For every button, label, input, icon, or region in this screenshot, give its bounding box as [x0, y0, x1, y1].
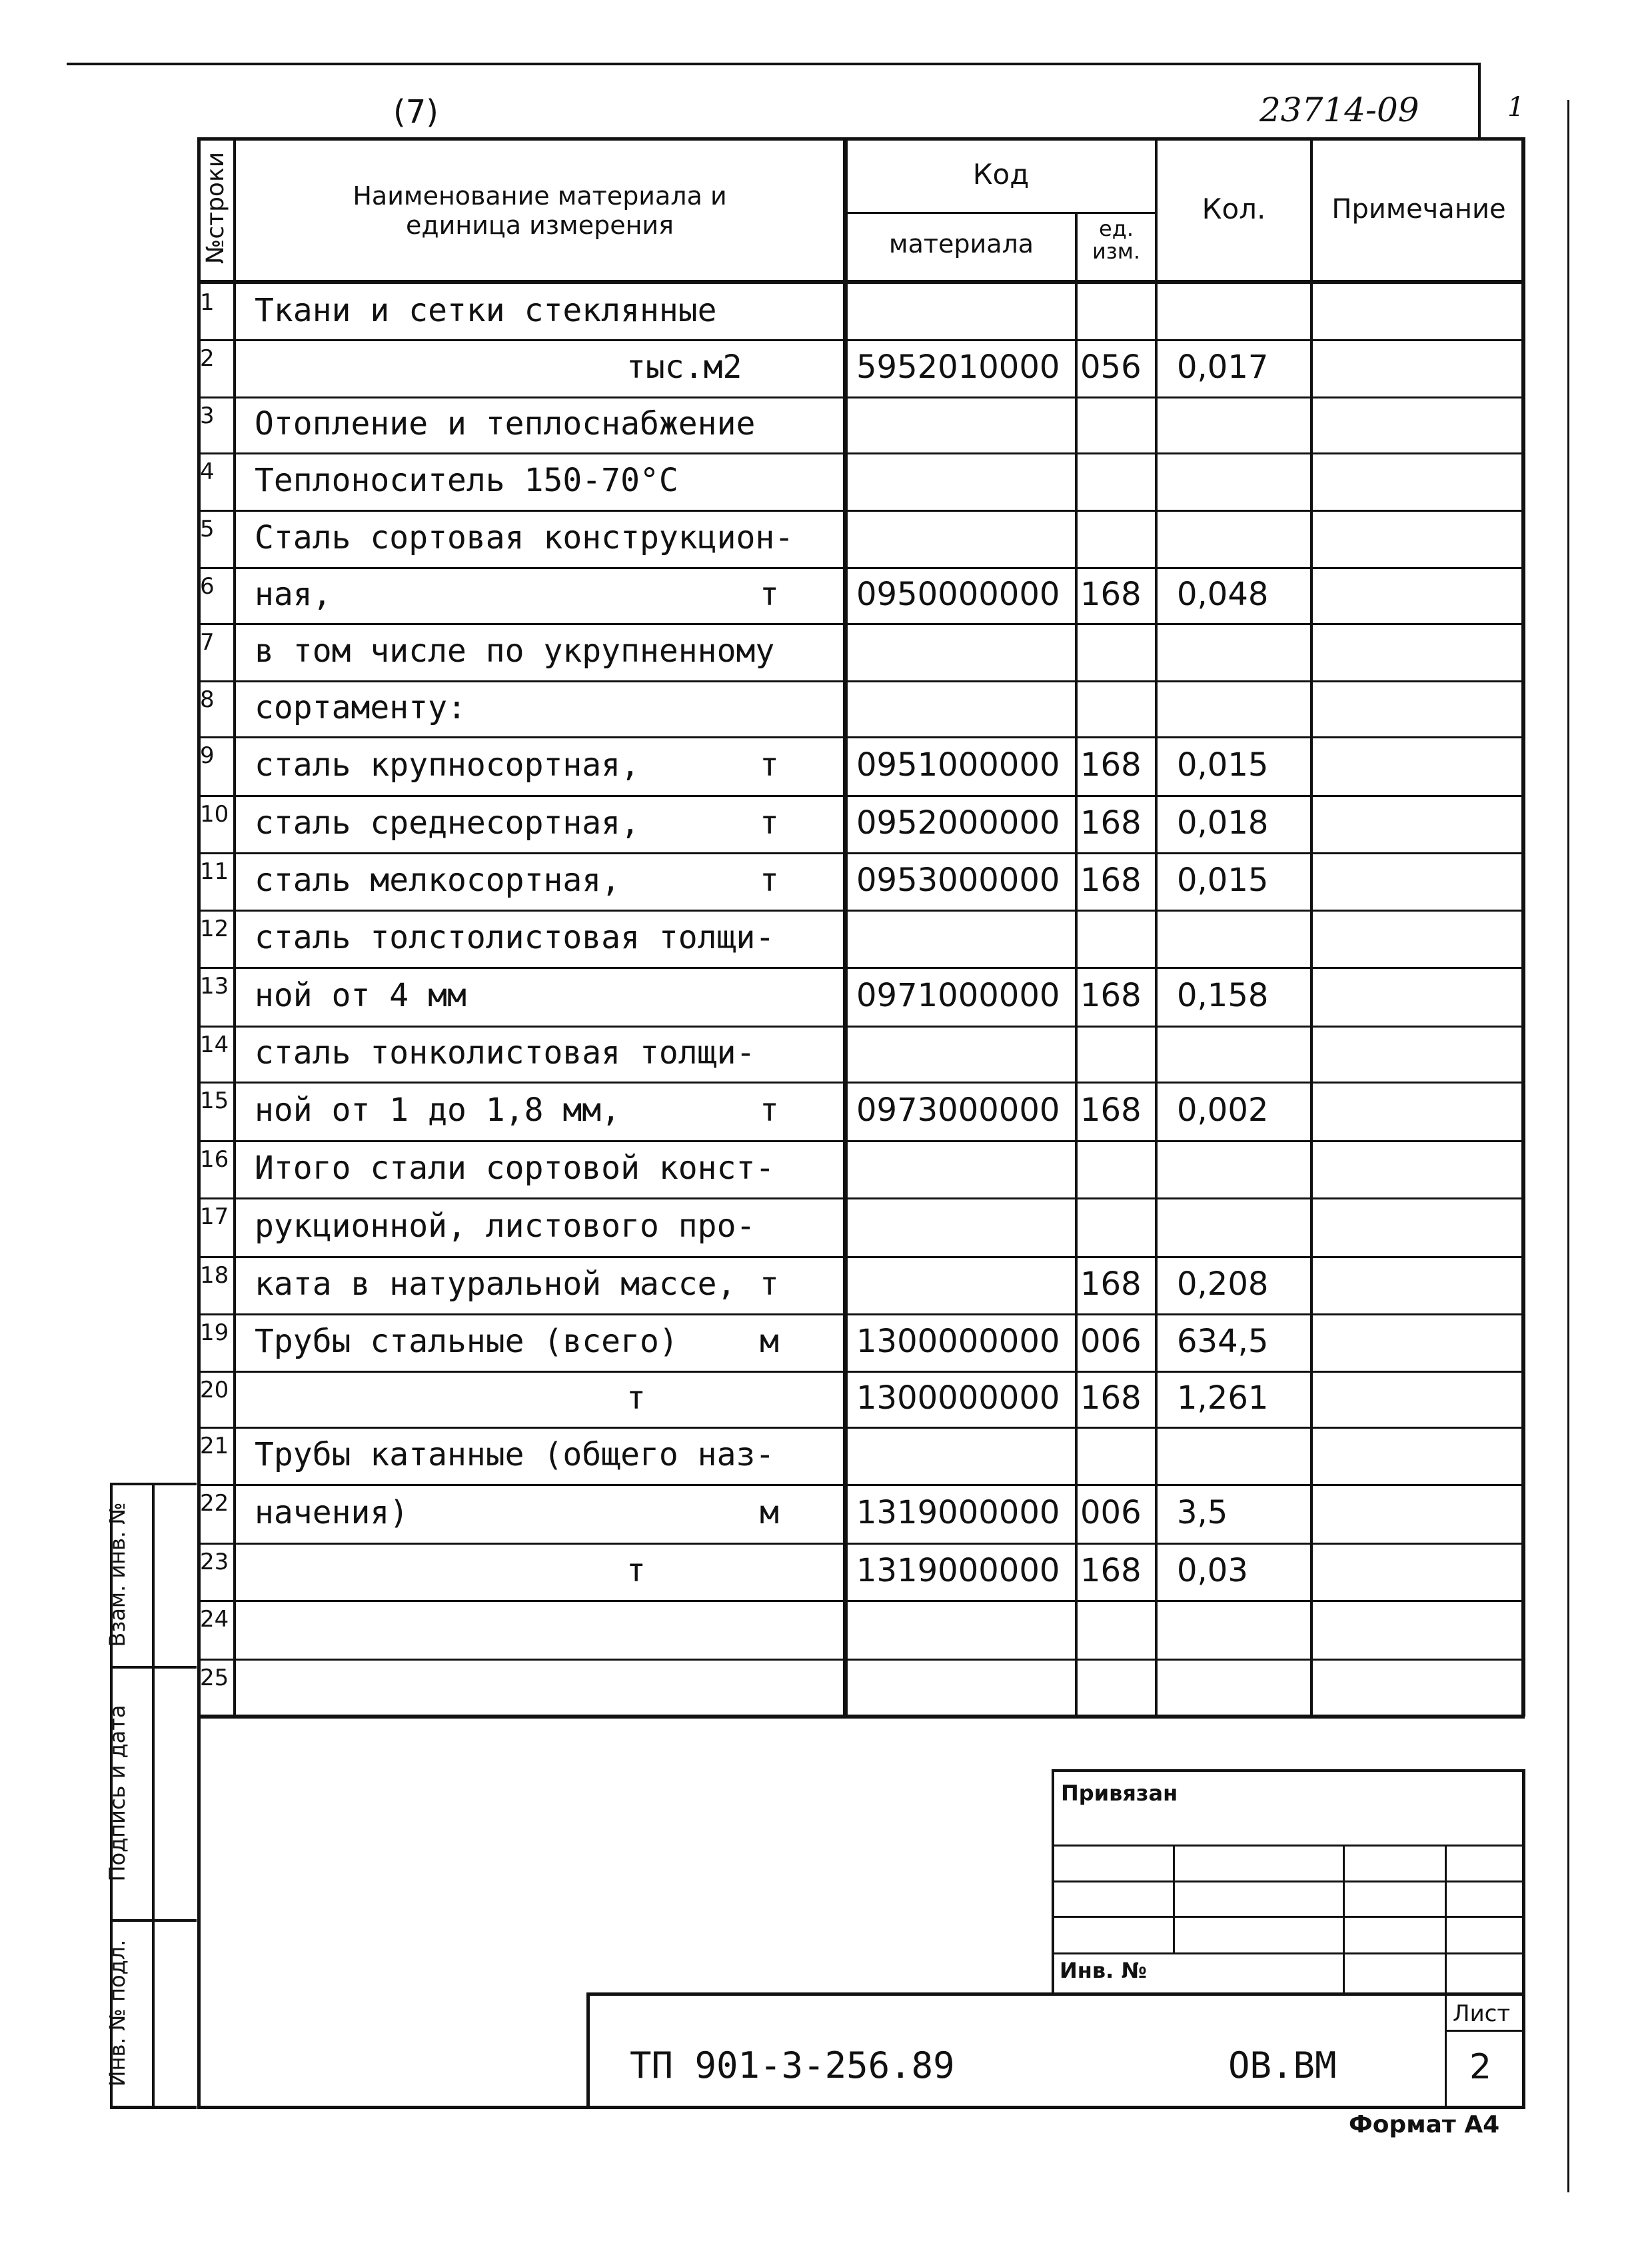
material-name: ная,	[255, 576, 332, 613]
header-note: Примечание	[1331, 194, 1506, 225]
inv-no-label: Инв. №	[1060, 1958, 1147, 1983]
material-code: 0953000000	[856, 862, 1060, 899]
quantity: 1,261	[1177, 1379, 1269, 1417]
material-name: сталь среднесортная,	[255, 804, 640, 842]
right-margin-line	[1567, 100, 1569, 2192]
unit-code: 168	[1080, 746, 1142, 784]
row-number: 21	[200, 1433, 229, 1459]
corner-mark: 1	[1507, 92, 1525, 123]
list-number: 2	[1469, 2047, 1492, 2087]
unit-label: т	[626, 1552, 646, 1589]
row-number: 11	[200, 858, 229, 885]
unit-label: т	[760, 1265, 779, 1303]
quantity: 0,017	[1177, 349, 1269, 386]
material-name: Трубы стальные (всего)	[255, 1323, 678, 1360]
row-number: 19	[200, 1319, 229, 1346]
material-code: 5952010000	[856, 349, 1060, 386]
unit-label: т	[760, 862, 779, 899]
unit-code: 056	[1080, 349, 1142, 386]
unit-code: 006	[1080, 1494, 1142, 1531]
material-name: ной от 1 до 1,8 мм,	[255, 1092, 621, 1129]
material-name: сталь тонколистовая толщи-	[255, 1034, 756, 1072]
quantity: 3,5	[1177, 1494, 1228, 1531]
material-code: 1300000000	[856, 1379, 1060, 1417]
row-number: 4	[200, 458, 215, 485]
row-number: 5	[200, 516, 215, 542]
material-code: 1319000000	[856, 1552, 1060, 1589]
material-name: ката в натуральной массе,	[255, 1265, 736, 1303]
material-name: сталь крупносортная,	[255, 746, 640, 784]
list-label: Лист	[1453, 2000, 1511, 2027]
row-number: 2	[200, 345, 215, 372]
material-code: 0951000000	[856, 746, 1060, 784]
doc-number: 23714-09	[1259, 91, 1419, 129]
material-name: Ткани и сетки стеклянные	[255, 292, 717, 329]
material-name: начения)	[255, 1494, 409, 1531]
row-number: 3	[200, 402, 215, 429]
unit-label: т	[626, 1379, 646, 1417]
row-number: 17	[200, 1203, 229, 1230]
unit-code: 168	[1080, 862, 1142, 899]
row-number: 8	[200, 686, 215, 713]
side-label-inv: Инв. № подл.	[105, 1939, 130, 2087]
material-name: в том числе по укрупненному	[255, 632, 775, 670]
material-code: 0952000000	[856, 804, 1060, 842]
material-name: сталь толстолистовая толщи-	[255, 919, 775, 956]
row-number: 15	[200, 1088, 229, 1114]
material-code: 0971000000	[856, 977, 1060, 1014]
row-number: 18	[200, 1262, 229, 1289]
row-number: 1	[200, 289, 215, 316]
quantity: 0,002	[1177, 1092, 1269, 1129]
unit-code: 168	[1080, 804, 1142, 842]
unit-label: т	[760, 576, 779, 613]
header-row-no: №строки	[202, 151, 229, 265]
quantity: 0,158	[1177, 977, 1269, 1014]
quantity: 0,208	[1177, 1265, 1269, 1303]
quantity: 634,5	[1177, 1323, 1269, 1360]
unit-label: т	[760, 746, 779, 784]
material-code: 0950000000	[856, 576, 1060, 613]
material-name: рукционной, листового про-	[255, 1207, 756, 1245]
row-number: 24	[200, 1606, 229, 1633]
unit-code: 168	[1080, 1552, 1142, 1589]
row-number: 12	[200, 916, 229, 942]
page-marker: (7)	[393, 93, 438, 131]
side-label-vzam: Взам. инв. №	[105, 1502, 130, 1647]
material-code: 0973000000	[856, 1092, 1060, 1129]
material-name: ной от 4 мм	[255, 977, 466, 1014]
unit-label: т	[760, 804, 779, 842]
row-number: 10	[200, 801, 229, 828]
quantity: 0,03	[1177, 1552, 1248, 1589]
quantity: 0,015	[1177, 746, 1269, 784]
row-number: 13	[200, 973, 229, 1000]
drawing-mark: ОВ.ВМ	[1228, 2044, 1337, 2086]
header-qty: Кол.	[1202, 193, 1266, 225]
material-name: Теплоноситель 150-70°С	[255, 462, 678, 499]
project-code: ТП 901-3-256.89	[630, 2044, 955, 2086]
material-name: Итого стали сортовой конст-	[255, 1149, 775, 1187]
quantity: 0,015	[1177, 862, 1269, 899]
unit-label: т	[760, 1092, 779, 1129]
unit-code: 006	[1080, 1323, 1142, 1360]
material-code: 1319000000	[856, 1494, 1060, 1531]
row-number: 23	[200, 1549, 229, 1575]
material-name: Сталь сортовая конструкцион-	[255, 519, 794, 556]
row-number: 9	[200, 742, 215, 769]
material-name: Трубы катанные (общего наз-	[255, 1436, 775, 1473]
header-unit: ед. изм.	[1092, 216, 1141, 264]
material-name: Отопление и теплоснабжение	[255, 405, 756, 442]
row-number: 22	[200, 1490, 229, 1517]
top-rule	[67, 63, 1481, 65]
top-rule-tick	[1478, 63, 1481, 137]
material-code: 1300000000	[856, 1323, 1060, 1360]
unit-label: м	[760, 1323, 779, 1360]
material-name: сталь мелкосортная,	[255, 862, 621, 899]
unit-code: 168	[1080, 1265, 1142, 1303]
row-number: 14	[200, 1032, 229, 1058]
unit-code: 168	[1080, 1379, 1142, 1417]
row-number: 20	[200, 1377, 229, 1403]
unit-label: м	[760, 1494, 779, 1531]
unit-label: тыс.м2	[626, 349, 742, 386]
unit-code: 168	[1080, 1092, 1142, 1129]
format-label: Формат А4	[1349, 2111, 1500, 2138]
row-number: 16	[200, 1146, 229, 1173]
unit-code: 168	[1080, 576, 1142, 613]
row-number: 7	[200, 629, 215, 656]
material-name: сортаменту:	[255, 689, 466, 726]
row-number: 25	[200, 1665, 229, 1691]
header-name: Наименование материала и единица измерения	[353, 181, 727, 240]
header-code: Код	[972, 158, 1030, 191]
privyazan-label: Привязан	[1061, 1781, 1178, 1806]
quantity: 0,018	[1177, 804, 1269, 842]
unit-code: 168	[1080, 977, 1142, 1014]
row-number: 6	[200, 573, 215, 600]
header-material: материала	[888, 229, 1034, 259]
quantity: 0,048	[1177, 576, 1269, 613]
side-label-podpis: Подпись и дата	[105, 1705, 130, 1882]
